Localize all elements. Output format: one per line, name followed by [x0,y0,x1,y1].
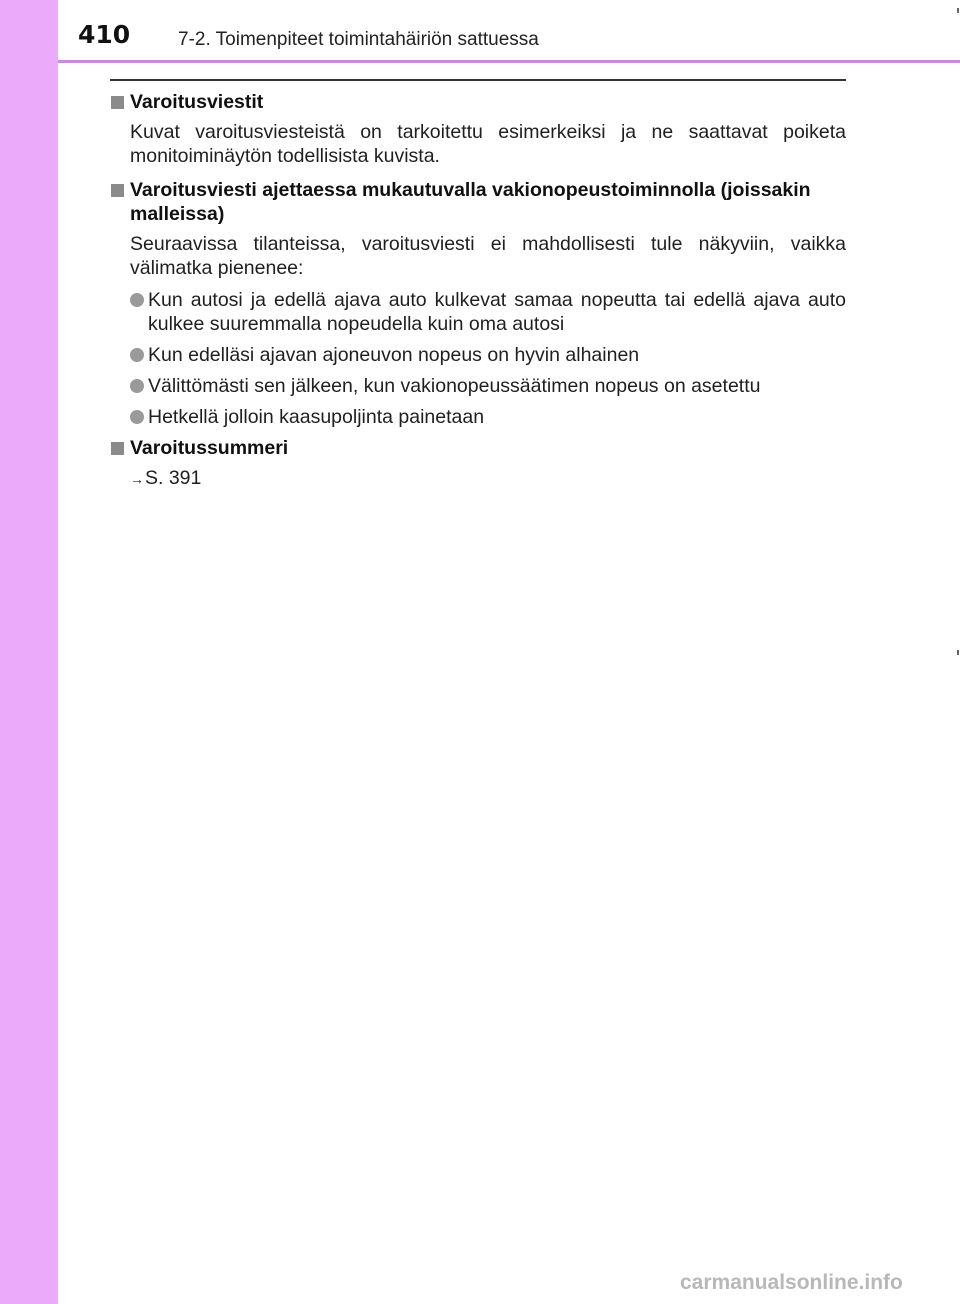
square-bullet-icon [111,96,124,109]
circle-bullet-icon [130,293,144,307]
circle-bullet-icon [130,379,144,393]
page-number: 410 [78,20,131,49]
list-item-text: Kun autosi ja edellä ajava auto kulkevat samaa nopeutta tai edellä ajava auto kulkee suuremmalla nopeudella kuin oma autosi [148,289,846,335]
list-item-text: Välittömästi sen jälkeen, kun vakionopeussäätimen nopeus on asetettu [148,375,761,397]
arrow-right-icon: → [130,471,144,487]
circle-bullet-icon [130,410,144,424]
crop-mark [957,8,959,13]
list-item [110,288,846,336]
side-color-strip [0,0,58,1304]
header-divider [58,60,960,63]
page-reference[interactable] [110,466,846,490]
circle-bullet-icon [130,348,144,362]
paragraph: Seuraavissa tilanteissa, varoitusviesti ei mahdollisesti tule näkyviin, vaikka välimatka pienenee: [130,233,846,279]
list-item-text: Hetkellä jolloin kaasupoljinta painetaan [148,406,485,428]
list-item [110,343,846,367]
reference-text[interactable]: S. 391 [145,467,202,489]
list-item-text: Kun edelläsi ajavan ajoneuvon nopeus on hyvin alhainen [148,344,640,366]
list-item [110,405,846,429]
paragraph: Kuvat varoitusviesteistä on tarkoitettu esimerkeiksi ja ne saattavat poiketa monitoiminäytön todellisista kuvista. [130,121,846,167]
watermark: carmanualsonline.info [680,1271,903,1294]
heading-text: Varoitusviesti ajettaessa mukautuvalla vakionopeustoiminnolla (joissakin malleissa) [130,179,811,225]
section-heading [110,436,846,460]
heading-text: Varoitussummeri [130,437,289,459]
section-heading [110,178,846,226]
section-title: 7-2. Toimenpiteet toimintahäiriön sattuessa [178,29,539,50]
list-item [110,374,846,398]
section-heading [110,90,846,114]
page-content [110,90,846,490]
square-bullet-icon [111,184,124,197]
square-bullet-icon [111,442,124,455]
content-divider [110,79,846,81]
heading-text: Varoitusviestit [130,91,264,113]
crop-mark [957,650,959,655]
